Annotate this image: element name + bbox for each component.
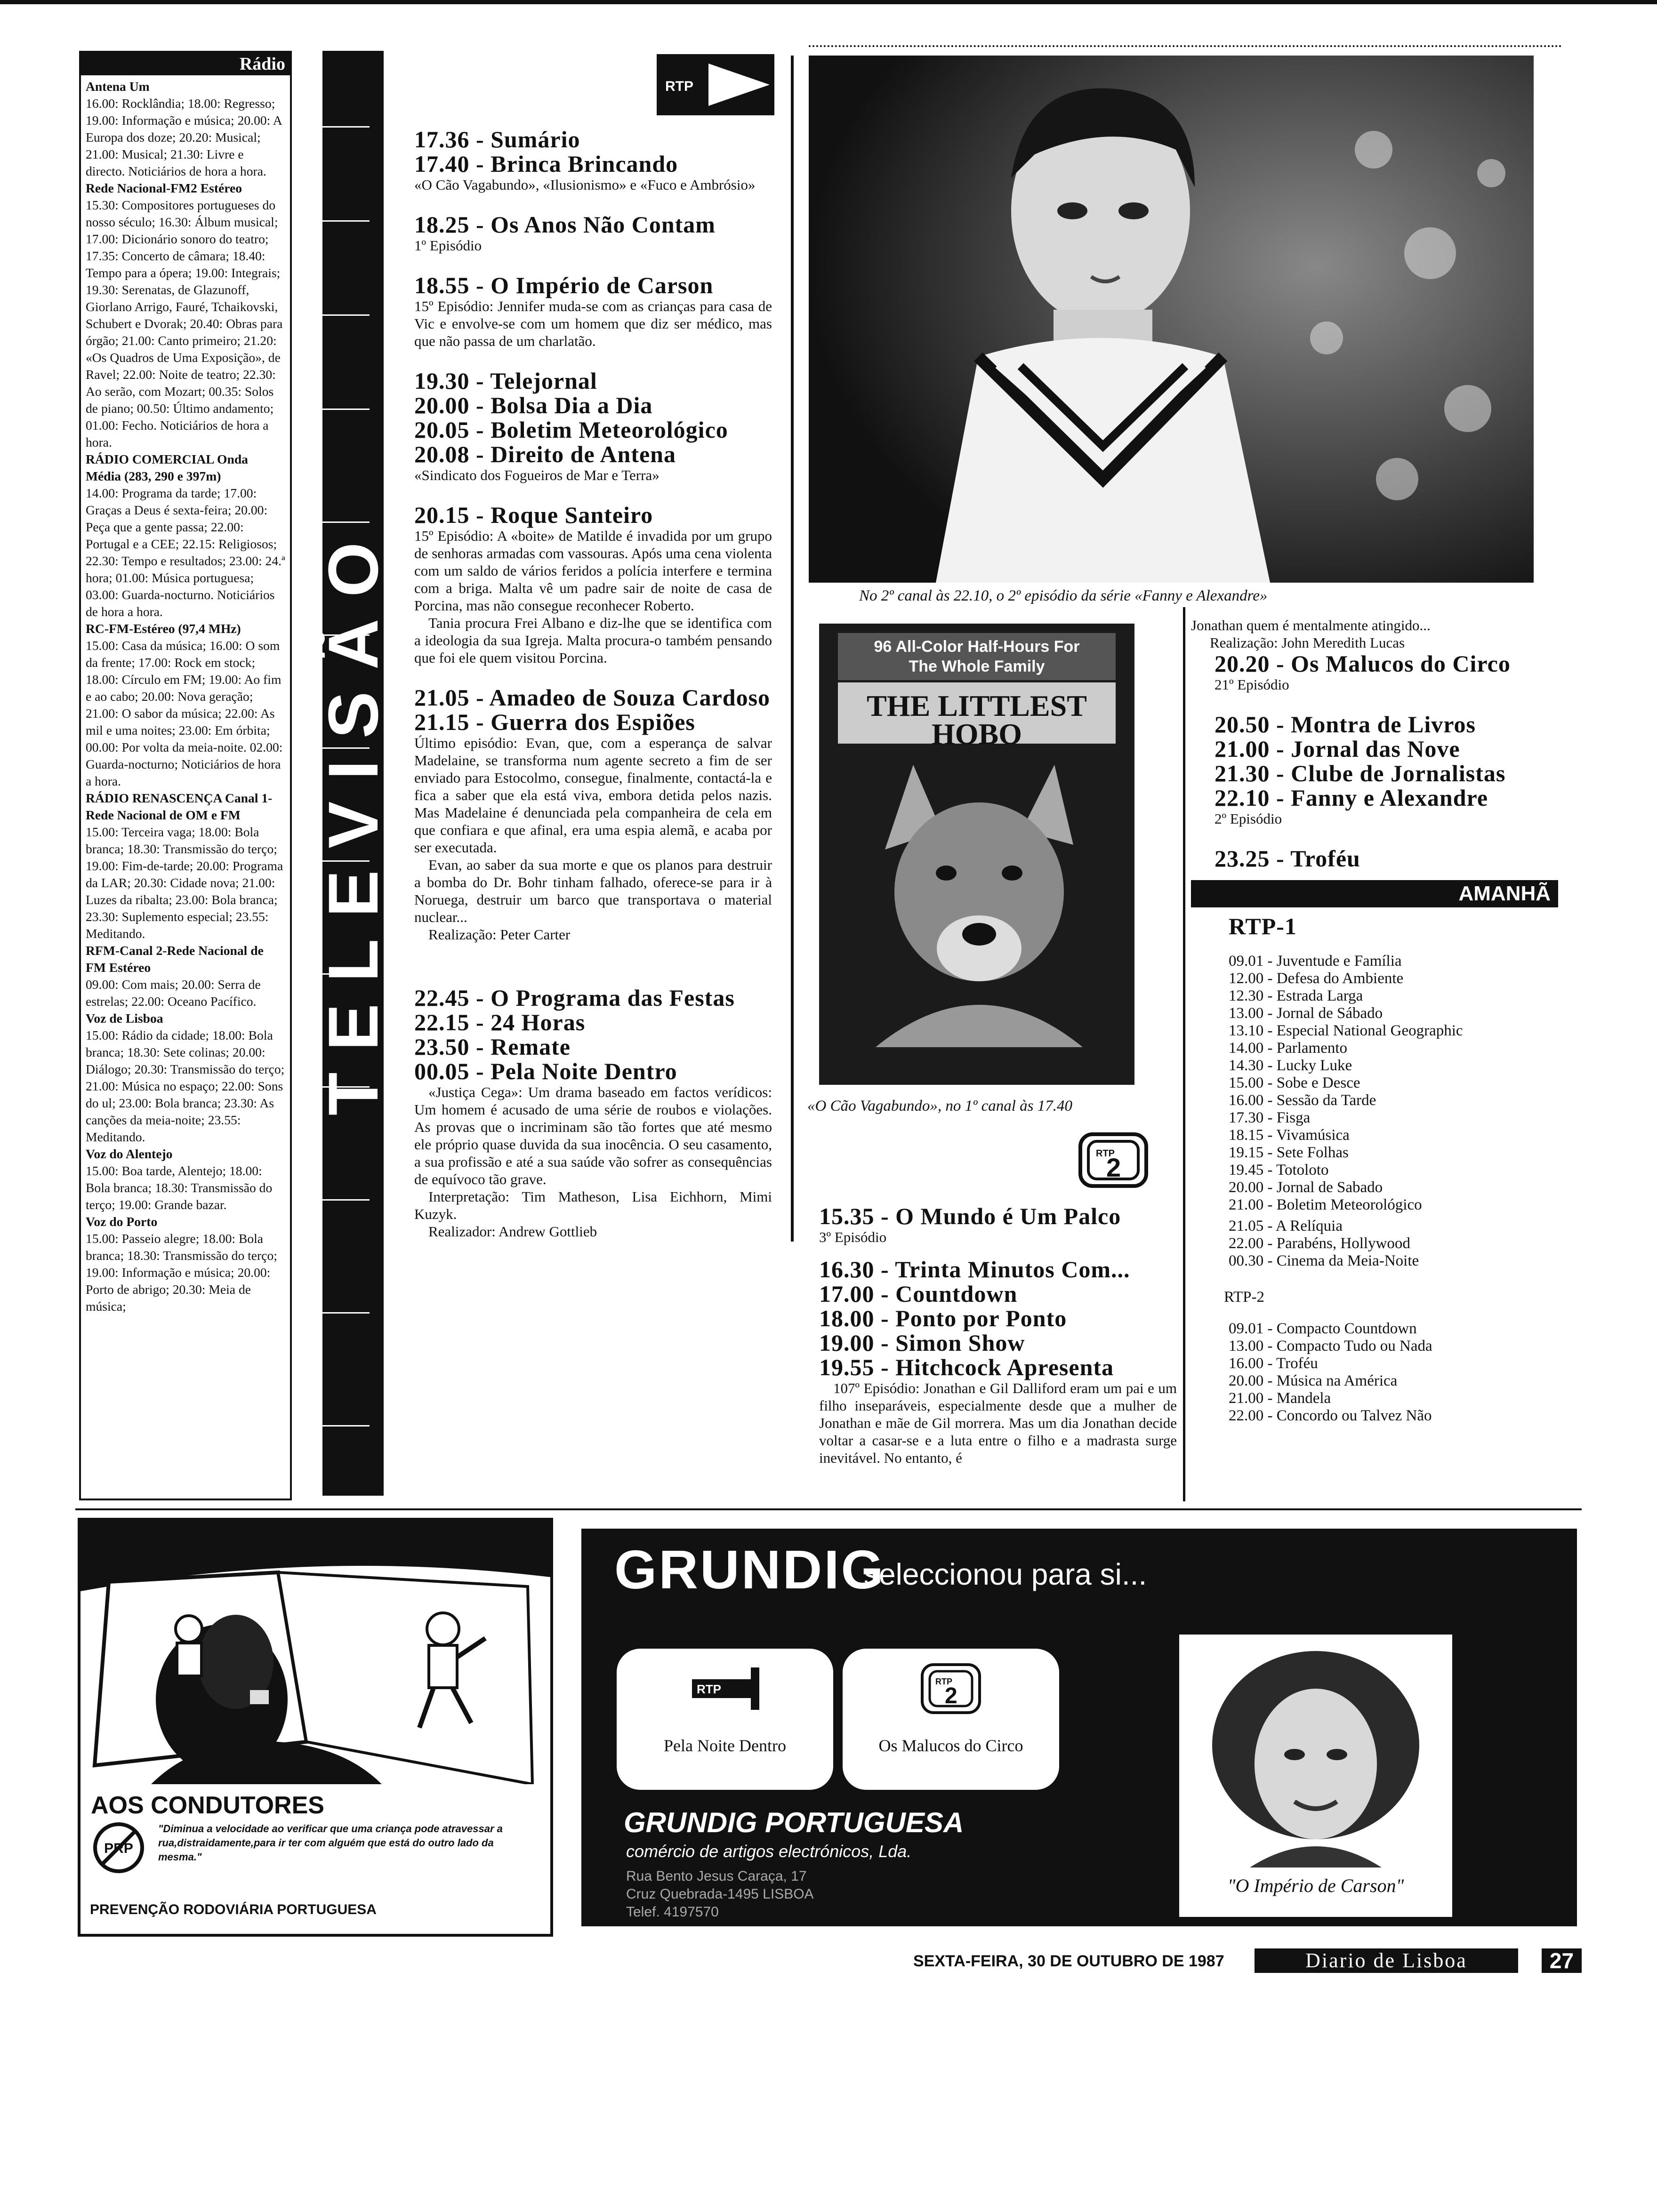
program-title: 20.05 - Boletim Meteorológico [414,417,728,443]
program-title: 20.15 - Roque Santeiro [414,502,653,528]
prp-seal [93,1822,145,1874]
svg-text:PRP: PRP [104,1841,133,1856]
grundig-brand: GRUNDIG [614,1539,885,1600]
station-name: RÁDIO RENASCENÇA Canal 1-Rede Nacional de OM e FM [86,791,273,822]
tv-frame-rtp1 [617,1649,833,1790]
station-name: Voz do Porto [86,1214,158,1229]
schedule-item: 21.00 - Boletim Meteorológico [1229,1196,1422,1213]
rtp1-tomorrow-title: RTP-1 [1229,913,1297,939]
masthead [1255,1948,1518,1973]
radio-block [86,180,285,451]
schedule-item: 21.05 - A Relíquia [1229,1218,1343,1234]
svg-text:RTP: RTP [935,1677,952,1686]
station-name: Voz de Lisboa [86,1011,163,1026]
schedule-item: 18.15 - Vivamúsica [1229,1127,1350,1144]
radio-column [79,51,292,1500]
program-desc: 107º Episódio: Jonathan e Gil Dalliford eram um pai e um filho inseparáveis, especialmente desde que a mulher de Jonathan e mãe de Gil morrera. Mas um dia Jonathan decide voltar a casar-se e a luta entre o filho e a madrasta surge inevitável. No entanto, é [819,1380,1177,1466]
grundig-phone: Telef. 4197570 [626,1904,719,1920]
program-credit: Realizador: Andrew Gottlieb [428,1223,597,1240]
program-desc: Tania procura Frei Albano e diz-lhe que se identifica com a ideologia da sua Igreja. Malta procura-o também pensando que foi ele quem visitou Porcina. [414,615,772,666]
station-schedule: 15.00: Casa da música; 16.00: O som da frente; 17.00: Rock em stock; 18.00: Círculo em FM; 19.00: Ao fim e ao cabo; 20.00: Nova geração; 21.00: O sabor da música; 22.00: As mil e uma noites; 23.00: Em órbita; 00.00: Por volta da meia-noite. 02.00: Guarda-nocturno; Noticiários de hora a hora. [86,638,283,788]
program-title: 20.20 - Os Malucos do Circo [1215,650,1511,677]
program-title: 23.25 - Troféu [1215,845,1360,872]
grundig-address-1: Rua Bento Jesus Caraça, 17 [626,1868,807,1884]
tv2-label: Os Malucos do Circo [878,1736,1023,1755]
program-title: 22.10 - Fanny e Alexandre [1215,785,1488,811]
program-desc: 15º Episódio: Jennifer muda-se com as crianças para casa de Vic e envolve-se com um homem que diz ser médico, mas que não passa de um charlatão. [414,298,772,349]
program-title: 20.00 - Bolsa Dia a Dia [414,392,653,418]
rtp2-tomorrow-title: RTP-2 [1224,1289,1265,1306]
schedule-item: 13.00 - Jornal de Sábado [1229,1005,1383,1022]
program-credit: Realização: Peter Carter [428,926,571,943]
program-title: 21.05 - Amadeo de Souza Cardoso [414,684,771,711]
rtp1-logo [657,54,774,115]
schedule-item: 20.00 - Música na América [1229,1372,1398,1389]
program-title: 18.00 - Ponto por Ponto [819,1305,1067,1331]
rtp1-mini-logo [692,1667,767,1710]
driver-illustration [80,1521,550,1784]
program-credit: Realização: John Meredith Lucas [1210,634,1405,651]
ad-title: AOS CONDUTORES [91,1792,324,1819]
program-title: 15.35 - O Mundo é Um Palco [819,1203,1121,1229]
tv-listings-rtp1 [414,127,772,1240]
svg-text:2: 2 [1106,1153,1121,1182]
program-title: 18.55 - O Império de Carson [414,272,714,298]
radio-block [86,1146,285,1213]
station-schedule: 14.00: Programa da tarde; 17.00: Graças a Deus é sexta-feira; 20.00: Peça que a gente passa; 22.00: Portugal e a CEE; 22.15: Religiosos; 22.30: Tempo e resultados; 23.00: 24.ª hora; 01.00: Música portuguesa; 03.00: Guarda-nocturno. Noticiários de hora a hora. [86,486,285,619]
station-schedule: 16.00: Rocklândia; 18.00: Regresso; 19.00: Informação e música; 20.00: A Europa dos doze; 20.20: Musical; 21.00: Musical; 21.30: Livre e directo. Noticiários de hora a hora. [86,96,282,178]
grundig-company-sub: comércio de artigos electrónicos, Lda. [626,1842,912,1861]
grundig-ad [581,1529,1577,1926]
svg-text:RTP: RTP [1096,1148,1115,1159]
top-rule [0,0,1657,4]
station-schedule: 15.00: Rádio da cidade; 18.00: Bola branca; 18.30: Sete colinas; 20.00: Diálogo; 20.30: Transmissão do terço; 21.00: Música no espaço; 22.00: Sons do ul; 23.00: Bola branca; 23.30: As canções da meia-noite; 23.55: Meditando. [86,1028,285,1144]
carson-photo-frame [1179,1635,1452,1917]
station-name: RC-FM-Estéreo (97,4 MHz) [86,621,241,636]
schedule-item: 15.00 - Sobe e Desce [1229,1074,1360,1091]
schedule-item: 12.00 - Defesa do Ambiente [1229,970,1404,987]
station-schedule: 15.00: Passeio alegre; 18.00: Bola branca; 18.30: Transmissão do terço; 19.00: Informação e música; 20.00: Porto de abrigo; 20.30: Meia de música; [86,1231,277,1314]
caption-fanny-alexandre: No 2º canal às 22.10, o 2º episódio da série «Fanny e Alexandre» [859,587,1268,604]
tv-listings-rtp2-continued [1191,617,1558,1425]
program-desc: Jonathan quem é mentalmente atingido... [1191,617,1431,633]
svg-text:2: 2 [945,1683,957,1708]
schedule-item: 22.00 - Parabéns, Hollywood [1229,1235,1410,1252]
program-title: 21.30 - Clube de Jornalistas [1215,760,1506,786]
svg-text:RTP: RTP [665,79,693,94]
station-schedule: 15.30: Compositores portugueses do nosso século; 16.30: Álbum musical; 17.00: Dicionário sonoro do teatro; 17.35: Concerto de câmara; 18.40: Tempo para a ópera; 19.00: Integrais; 19.30: Serenatas, de Glazunoff, Giorlano Arrigo, Fauré, Tchaikovski, Schubert e Dvorak; 20.40: Obras para órgão; 21.00: Canto primeiro; 21.20: «Os Quadros de Uma Exposição», de Ravel; 22.00: Noite de teatro; 22.30: Ao serão, com Mozart; 00.35: Solos de piano; 00.50: Último andamento; 01.00: Fecho. Noticiários de hora a hora. [86,198,283,449]
station-name: RÁDIO COMERCIAL Onda Média (283, 290 e 397m) [86,452,248,483]
program-title: 22.45 - O Programa das Festas [414,985,735,1011]
program-title: 22.15 - 24 Horas [414,1009,586,1035]
radio-block [86,78,285,180]
program-desc: 1º Episódio [414,237,482,254]
masthead-text: Diario de Lisboa [1305,1949,1467,1972]
littlest-hobo-photo [819,624,1134,1085]
svg-text:RTP: RTP [697,1682,721,1696]
program-title: 23.50 - Remate [414,1034,571,1060]
program-desc: 2º Episódio [1215,810,1282,827]
program-title: 18.25 - Os Anos Não Contam [414,211,716,238]
boy-photo-image [809,56,1534,583]
schedule-item: 14.00 - Parlamento [1229,1040,1348,1057]
radio-listings [81,75,290,1318]
carson-caption: "O Império de Carson" [1227,1875,1404,1896]
program-desc: 21º Episódio [1215,676,1289,693]
program-title: 21.00 - Jornal das Nove [1215,736,1460,762]
television-banner-text: TELEVISÃO [313,520,393,1116]
program-desc: «O Cão Vagabundo», «Ilusionismo» e «Fuco e Ambrósio» [414,176,756,193]
hobo-banner-text: 96 All-Color Half-Hours For The Whole Family [874,638,1080,675]
ad-quote: "Diminua a velocidade ao verificar que uma criança pode atravessar a rua,distraidamente,para ir ter com alguém que está do outro lado da mesma." [158,1823,503,1863]
schedule-item: 09.01 - Compacto Countdown [1229,1320,1417,1337]
station-schedule: 09.00: Com mais; 20.00: Serra de estrelas; 22.00: Oceano Pacífico. [86,977,261,1009]
program-desc: 15º Episódio: A «boite» de Matilde é invadida por um grupo de senhoras armadas com vassouras. Após uma cena violenta com um saldo de vários feridos a polícia interfere e termina com a briga. Malta vê um padre sair de noite de casa de Porcina, mas não consegue reconhecer Roberto. [414,528,772,614]
section-divider [75,1508,1582,1510]
program-desc: 3º Episódio [819,1229,887,1245]
program-desc: «Justiça Cega»: Um drama baseado em factos verídicos: Um homem é acusado de uma série de roubos e violações. As provas que o incriminam são tão fortes que até mesmo ele próprio quase duvida da sua inocência. O seu casamento, a sua profissão e até a sua saúde vão sofrer as consequências de equívoco tão grave. [414,1084,772,1187]
schedule-item: 19.45 - Totoloto [1229,1162,1329,1178]
program-title: 20.50 - Montra de Livros [1215,711,1476,737]
schedule-item: 14.30 - Lucky Luke [1229,1057,1352,1074]
page-number [1542,1948,1582,1973]
ad-footer: PREVENÇÃO RODOVIÁRIA PORTUGUESA [90,1902,377,1917]
program-title: 19.55 - Hitchcock Apresenta [819,1354,1114,1380]
station-name: Voz do Alentejo [86,1146,173,1161]
program-title: 21.15 - Guerra dos Espiões [414,709,695,735]
station-schedule: 15.00: Terceira vaga; 18.00: Bola branca; 18.30: Transmissão do terço; 19.00: Fim-de-tarde; 20.00: Programa da LAR; 20.30: Cidade nova; 21.00: Luzes da ribalta; 23.00: Bola branca; 23.30: Suplemento especial; 23.55: Meditando. [86,825,283,941]
program-title: 17.40 - Brinca Brincando [414,151,678,177]
radio-block [86,620,285,790]
program-title: 00.05 - Pela Noite Dentro [414,1058,677,1084]
rtp2-tomorrow-schedule [1191,1320,1558,1425]
program-desc: Evan, ao saber da sua morte e que os planos para destruir a bomba do Dr. Bohr tinham falhado, oferece-se para ir à Noruega, destruir um barco que transportava o material nuclear... [414,857,772,925]
grundig-address-2: Cruz Quebrada-1495 LISBOA [626,1886,814,1902]
road-safety-ad [78,1518,553,1937]
caption-cao-vagabundo: «O Cão Vagabundo», no 1º canal às 17.40 [807,1098,1072,1114]
schedule-item: 22.00 - Concordo ou Talvez Não [1229,1407,1432,1424]
tv-frame-rtp2 [843,1649,1059,1790]
radio-header: Rádio [81,53,290,75]
grundig-company: GRUNDIG PORTUGUESA [624,1807,964,1838]
radio-block [86,1010,285,1146]
schedule-item: 19.15 - Sete Folhas [1229,1144,1349,1161]
program-desc: Último episódio: Evan, que, com a esperança de salvar Madelaine, se transforma num agente secreto a fim de ser enviado para Estocolmo, consegue, finalmente, contactá-la e fica a saber que ela está viva, embora detida pelos nazis. Mas Madelaine é denunciada pela companheira de cela em que confiara e que afinal, era uma espia alemã, e acaba por ser executada. [414,735,772,856]
radio-block [86,942,285,1010]
schedule-item: 00.30 - Cinema da Meia-Noite [1229,1252,1419,1269]
schedule-item: 12.30 - Estrada Larga [1229,987,1363,1004]
schedule-item: 13.10 - Especial National Geographic [1229,1022,1463,1039]
rtp2-logo-icon [1078,1132,1149,1188]
rtp2-logo [1078,1132,1149,1188]
schedule-item: 17.30 - Fisga [1229,1109,1311,1126]
television-banner [313,51,393,1496]
program-title: 16.30 - Trinta Minutos Com... [819,1256,1130,1282]
tv1-label: Pela Noite Dentro [664,1736,786,1755]
schedule-item: 16.00 - Troféu [1229,1355,1318,1372]
program-title: 17.00 - Countdown [819,1281,1018,1307]
hobo-title: THE LITTLEST HOBO [867,689,1087,751]
radio-block [86,451,285,620]
tv-listings-rtp2 [819,1204,1177,1467]
program-title: 19.00 - Simon Show [819,1330,1025,1356]
program-title: 19.30 - Telejornal [414,368,597,394]
prp-seal-icon [93,1822,145,1874]
schedule-item: 21.00 - Mandela [1229,1390,1331,1407]
station-name: RFM-Canal 2-Rede Nacional de FM Estéreo [86,943,264,975]
schedule-item: 13.00 - Compacto Tudo ou Nada [1229,1338,1432,1354]
station-name: Antena Um [86,79,150,94]
fanny-alexandre-photo [809,56,1534,583]
radio-block [86,1213,285,1315]
rtp1-tomorrow-schedule [1191,953,1558,1270]
program-desc: «Sindicato dos Fogueiros de Mar e Terra» [414,467,660,483]
station-schedule: 15.00: Boa tarde, Alentejo; 18.00: Bola branca; 18.30: Transmissão do terço; 19.00: Grande bazar. [86,1163,273,1212]
program-title: 17.36 - Sumário [414,126,580,152]
grundig-tagline: seleccionou para si... [864,1557,1147,1591]
program-credit: Interpretação: Tim Matheson, Lisa Eichhorn, Mimi Kuzyk. [414,1188,772,1222]
rtp2-mini-logo [920,1663,981,1715]
column-divider [791,56,794,1242]
radio-block [86,790,285,942]
carson-actress-photo [1193,1646,1438,1867]
footer-date: SEXTA-FEIRA, 30 DE OUTUBRO DE 1987 [913,1952,1224,1970]
program-title: 20.08 - Direito de Antena [414,441,676,467]
schedule-item: 20.00 - Jornal de Sabado [1229,1179,1383,1196]
station-name: Rede Nacional-FM2 Estéreo [86,181,242,195]
amanha-header: AMANHÃ [1191,880,1558,907]
rtp1-logo-icon [657,54,774,115]
top-dotted-rule [809,45,1562,47]
column-divider [1183,607,1185,1501]
schedule-item: 09.01 - Juventude e Família [1229,953,1402,970]
schedule-item: 16.00 - Sessão da Tarde [1229,1092,1376,1109]
page-number-text: 27 [1549,1948,1574,1973]
